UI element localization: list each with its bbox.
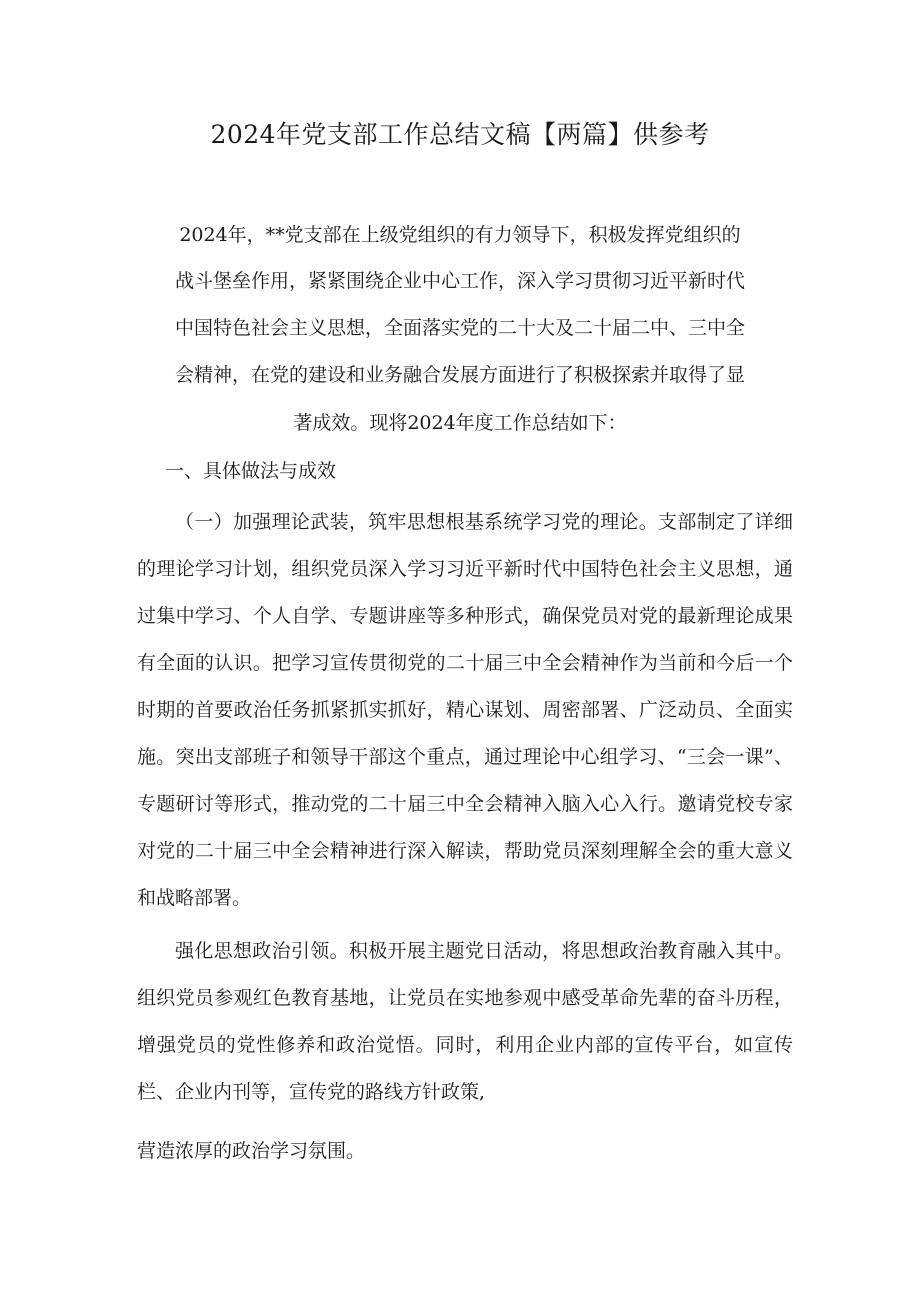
intro-line: 中国特色社会主义思想，全面落实党的二十大及二十届二中、三中全 [174, 317, 745, 339]
intro-line: 战斗堡垒作用，紧紧围绕企业中心工作，深入学习贯彻习近平新时代 [174, 270, 745, 292]
document-title: 2024年党支部工作总结文稿【两篇】供参考 [210, 120, 710, 149]
body-paragraph: （一）加强理论武装，筑牢思想根基系统学习党的理论。支部制定了详细的理论学习计划，组织党员深入学习习近平新时代中国特色社会主义思想，通过集中学习、个人自学、专题讲座等多种形式，确保党员对党的最新理论成果有全面的认识。把学习宣传贯彻党的二十届三中全会精神作为当前和今后一个时期的首要政治任务抓紧抓实抓好，精心谋划、周密部署、广泛动员、全面实施。突出支部班子和领导干部这个重点，通过理论中心组学习、“三会一课”、专题研讨等形式，推动党的二十届三中全会精神入脑入心入行。邀请党校专家对党的二十届三中全会精神进行深入解读，帮助党员深刻理解全会的重大意义和战略部署。 [137, 511, 793, 909]
body-paragraph-tail: 营造浓厚的政治学习氛围。 [137, 1140, 366, 1162]
intro-line: 会精神，在党的建设和业务融合发展方面进行了积极探索并取得了显 [174, 364, 745, 386]
section-heading: 一、具体做法与成效 [165, 460, 337, 482]
intro-line: 著成效。现将2024年度工作总结如下： [293, 412, 627, 434]
intro-line: 2024年，**党支部在上级党组织的有力领导下，积极发挥党组织的 [179, 224, 741, 246]
body-paragraph: 强化思想政治引领。积极开展主题党日活动，将思想政治教育融入其中。组织党员参观红色教育基地，让党员在实地参观中感受革命先辈的奋斗历程，增强党员的党性修养和政治觉悟。同时，利用企业内部的宣传平台，如宣传栏、企业内刊等，宣传党的路线方针政策, [137, 940, 793, 1103]
